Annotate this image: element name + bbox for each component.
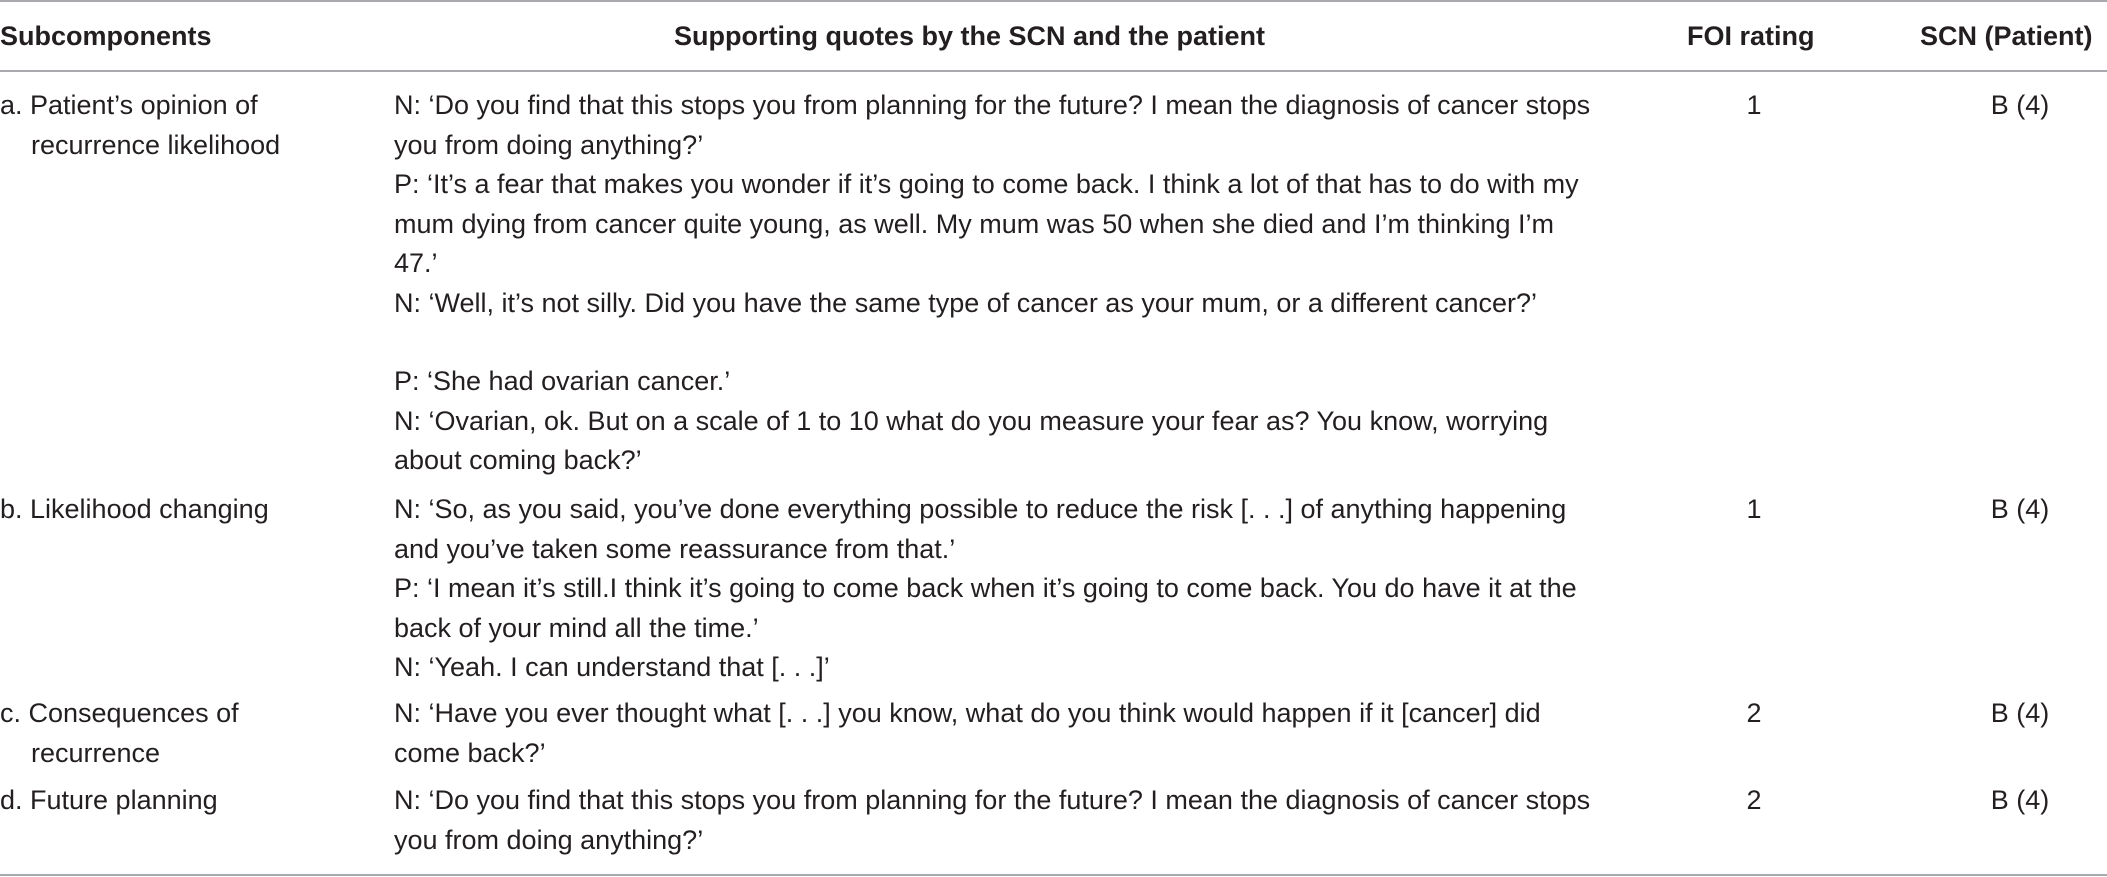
row-a-scn-patient: B (4): [1990, 90, 2050, 120]
row-d-subcomponent-line1: d. Future planning: [0, 785, 218, 815]
header-quotes: Supporting quotes by the SCN and the patient: [674, 21, 1265, 51]
row-a-subcomponent: [0, 86, 360, 165]
table-bottom-rule: [0, 874, 2107, 876]
row-b-subcomponent: [0, 490, 360, 530]
row-b-foi-rating: 1: [1746, 494, 1762, 524]
row-c-subcomponent: [0, 694, 360, 773]
row-a-foi-rating: 1: [1746, 90, 1762, 120]
row-d-quotes: [394, 781, 1604, 860]
row-c-subcomponent-line1: c. Consequences of: [0, 698, 239, 728]
row-b-scn-patient: B (4): [1990, 494, 2050, 524]
row-d-quote-1: N: ‘Do you find that this stops you from planning for the future? I mean the diagnosis of cancer stops you from doing anything?’: [394, 785, 1591, 855]
header-foi-rating: FOI rating: [1687, 21, 1815, 51]
row-c-quotes: [394, 694, 1604, 773]
row-d-subcomponent: [0, 781, 360, 821]
row-a-subcomponent-line1: a. Patient’s opinion of: [0, 90, 258, 120]
row-b-quotes: [394, 490, 1604, 688]
row-b-quote-2: P: ‘I mean it’s still.I think it’s going to come back when it’s going to come back. You do have it at the back of your mind all the time.’: [394, 573, 1577, 643]
row-a-quote-2: P: ‘It’s a fear that makes you wonder if it’s going to come back. I think a lot of that has to do with my mum dying from cancer quite young, as well. My mum was 50 when she died and I’m thinking I’m 47.’: [394, 169, 1579, 278]
row-c-foi-rating: 2: [1746, 698, 1762, 728]
row-c-quote-1: N: ‘Have you ever thought what [. . .] you know, what do you think would happen if it [cancer] did come back?’: [394, 698, 1541, 768]
row-a-quotes: [394, 86, 1604, 481]
row-d-scn-patient: B (4): [1990, 785, 2050, 815]
row-c-scn-patient: B (4): [1990, 698, 2050, 728]
row-a-subcomponent-line2: recurrence likelihood: [31, 129, 281, 160]
row-c-subcomponent-line2: recurrence: [31, 737, 161, 768]
row-a-quote-4: P: ‘She had ovarian cancer.’: [394, 366, 731, 396]
row-b-quote-1: N: ‘So, as you said, you’ve done everything possible to reduce the risk [. . .] of anything happening and you’ve taken some reassurance from that.’: [394, 494, 1567, 564]
header-rule: [0, 70, 2107, 72]
header-subcomponents: Subcomponents: [0, 21, 212, 51]
header-scn-patient: SCN (Patient): [1920, 21, 2093, 51]
row-b-quote-3: N: ‘Yeah. I can understand that [. . .]’: [394, 652, 830, 682]
row-a-quote-3: N: ‘Well, it’s not silly. Did you have the same type of cancer as your mum, or a different cancer?’: [394, 287, 1538, 318]
row-a-quote-5: N: ‘Ovarian, ok. But on a scale of 1 to 10 what do you measure your fear as? You know, worrying about coming back?’: [394, 405, 1549, 475]
row-d-foi-rating: 2: [1746, 785, 1762, 815]
row-b-subcomponent-line1: b. Likelihood changing: [0, 494, 269, 524]
table-top-rule: [0, 0, 2107, 2]
row-a-quote-1: N: ‘Do you find that this stops you from planning for the future? I mean the diagnosis of cancer stops you from doing anything?’: [394, 90, 1591, 160]
